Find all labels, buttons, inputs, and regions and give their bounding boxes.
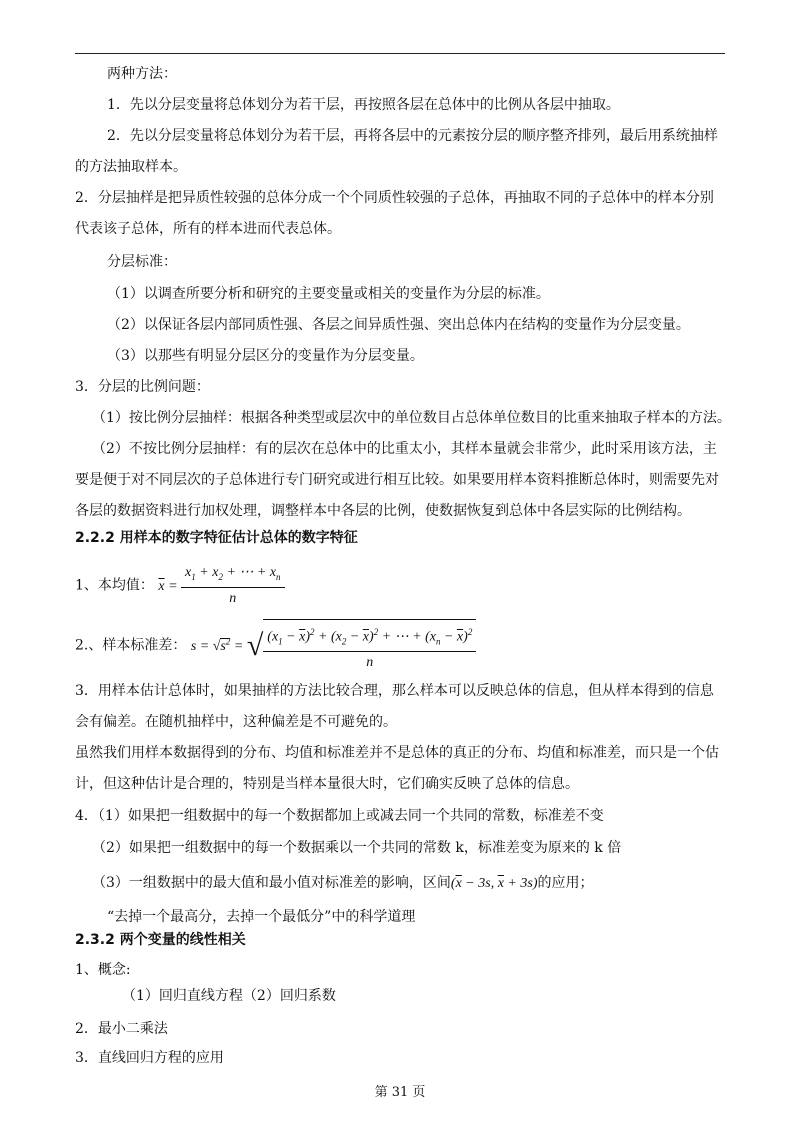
section-heading: 2.3.2 两个变量的线性相关: [75, 932, 246, 948]
formula-mean-line: [75, 563, 285, 606]
text-line: （1）按比例分层抽样：根据各种类型或层次中的单位数目占总体单位数目的比重来抽取子样本的方法。: [92, 410, 731, 426]
text-line: 2．最小二乘法: [75, 1021, 168, 1037]
text-line: 代表该子总体，所有的样本进而代表总体。: [75, 221, 341, 237]
text-line: 1．先以分层变量将总体划分为若干层，再按照各层在总体中的比例从各层中抽取。: [107, 97, 620, 113]
formula-sd: $s = √s^2$ = √ $\frac{(x_1 - \overline{x})^2 + (x_2 - \overline{x})^2 + \cdots + (x_n - \overline{x})^2}{n}$: [191, 639, 477, 654]
text-span: 的应用；: [537, 875, 594, 891]
text-line: 分层标准：: [107, 254, 177, 270]
text-line: 3．用样本估计总体时，如果抽样的方法比较合理，那么样本可以反映总体的信息，但从样本得到的信息: [75, 683, 714, 699]
text-line: 要是便于对不同层次的子总体进行专门研究或进行相互比较。如果要用样本资料推断总体时，则需要先对: [75, 472, 719, 488]
text-span: （3）一组数据中的最大值和最小值对标准差的影响，区间: [92, 875, 451, 891]
text-line: （3）以那些有明显分层区分的变量作为分层变量。: [107, 348, 424, 364]
formula-label: 2.、样本标准差：: [75, 637, 187, 654]
text-line: （1）回归直线方程（2）回归系数: [122, 988, 336, 1004]
text-line: 虽然我们用样本数据得到的分布、均值和标准差并不是总体的真正的分布、均值和标准差，而只是一个估: [75, 745, 719, 761]
text-line: （2）不按比例分层抽样：有的层次在总体中的比重太小，其样本量就会非常少，此时采用该方法，主: [92, 441, 717, 457]
text-line: 3．分层的比例问题：: [75, 379, 210, 395]
text-line: （2）以保证各层内部同质性强、各层之间异质性强、突出总体内在结构的变量作为分层变量。: [107, 317, 690, 333]
text-line: 1、概念:: [75, 962, 131, 978]
formula-label: 1、本均值：: [75, 577, 154, 594]
text-line: 计，但这种估计是合理的，特别是当样本量很大时，它们确实反映了总体的信息。: [75, 776, 579, 792]
text-line: “去掉一个最高分，去掉一个最低分”中的科学道理: [107, 909, 416, 925]
text-line: [92, 873, 593, 894]
text-line: （1）以调查所要分析和研究的主要变量或相关的变量作为分层的标准。: [107, 286, 550, 302]
page-number: 第 31 页: [374, 1085, 426, 1100]
text-line: 两种方法：: [107, 66, 177, 82]
text-line: 各层的数据资料进行加权处理，调整样本中各层的比例，使数据恢复到总体中各层实际的比例结构。: [75, 503, 691, 519]
formula-mean: $\overline{x}$ = $\frac{x_1 + x_2 + \cdots + x_n}{n}$: [158, 579, 284, 594]
text-line: 3．直线回归方程的应用: [75, 1050, 224, 1066]
text-line: 会有偏差。在随机抽样中，这种偏差是不可避免的。: [75, 714, 397, 730]
text-line: 的方法抽取样本。: [75, 159, 187, 175]
header-rule: [75, 53, 725, 54]
section-heading: 2.2.2 用样本的数字特征估计总体的数字特征: [75, 530, 358, 546]
text-line: 2．分层抽样是把异质性较强的总体分成一个个同质性较强的子总体，再抽取不同的子总体中的样本分别: [75, 190, 714, 206]
formula-interval: ($\overline{x} - 3s$, $\overline{x} + 3s$): [450, 876, 538, 891]
text-line: （2）如果把一组数据中的每一个数据乘以一个共同的常数 k，标准差变为原来的 k 倍: [92, 840, 622, 856]
text-line: 2．先以分层变量将总体划分为若干层，再将各层中的元素按分层的顺序整齐排列，最后用系统抽样: [107, 128, 718, 144]
text-line: 4．（1）如果把一组数据中的每一个数据都加上或减去同一个共同的常数，标准差不变: [75, 808, 604, 824]
formula-sd-line: [75, 615, 476, 671]
